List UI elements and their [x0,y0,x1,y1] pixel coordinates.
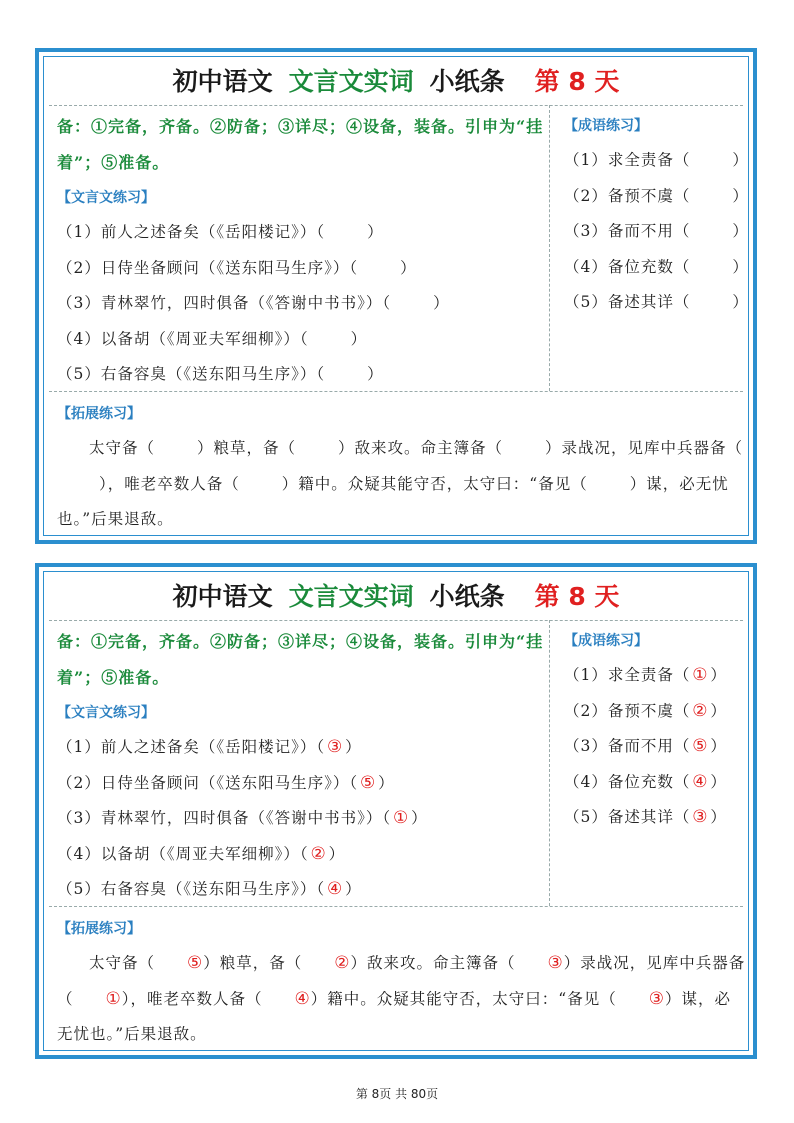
left-column [57,624,549,908]
answer: ① [692,665,709,685]
section-heading-chengyu: 【成语练习】 [564,118,648,134]
wenyan-item: （4）以备胡（《周亚夫军细柳》）（ ② ） [57,837,549,873]
section-heading-chengyu: 【成语练习】 [564,633,648,649]
answer: ⑤ [187,953,204,973]
card-title: 初中语文 文言文实词 小纸条 第 8 天 [172,67,620,96]
answer: ⑤ [360,772,377,793]
answer: ② [310,843,327,864]
right-column [564,624,754,836]
wenyan-item: （5）右备容臭（《送东阳马生序》）（ ④ ） [57,872,549,908]
answer: ③ [648,988,665,1009]
wenyan-item: （1）前人之述备矣（《岳阳楼记》）（ ③ ） [57,730,549,766]
divider [549,620,550,906]
answer: ④ [692,771,709,792]
wenyan-item: （3）青林翠竹，四时俱备（《答谢中书书》）（ ① ） [57,801,549,837]
chengyu-item: （3）备而不用（ ⑤ ） [564,729,754,765]
wenyan-item: （2）日侍坐备顾问（《送东阳马生序》）（ ） [57,258,417,277]
wenyan-item: （4）以备胡（《周亚夫军细柳》）（ ） [57,329,368,348]
extension-passage: 太守备（ ）粮草，备（ ）敌来攻。命主簿备（ ）录战况，见库中兵器备（），唯老卒数人备（ ）籍中。众疑其能守否，太守曰：“备见（ ）谋，必无忧也。”后果退敌。 [57,439,744,528]
extension-section [57,912,747,1053]
extension-passage: 太守备（ ⑤）粮草，备（ ②）敌来攻。命主簿备（ ③）录战况，见库中兵器备（ ①），唯老卒数人备（ ④）籍中。众疑其能守否，太守曰：“备见（ ③）谋，必无忧也。”后果退敌。 [57,946,747,1053]
card-title: 初中语文 文言文实词 小纸条 第 8 天 [172,582,620,611]
answer: ② [692,700,709,721]
wenyan-item: （3）青林翠竹，四时俱备（《答谢中书书》）（ ） [57,294,450,312]
answer: ② [334,953,351,973]
section-heading-wenyan: 【文言文练习】 [57,190,155,206]
divider [549,105,550,391]
chengyu-item: （1）求全责备（ ① ） [564,658,754,694]
page-footer: 第 8页 共 80页 [355,1087,439,1101]
wenyan-item: （2）日侍坐备顾问（《送东阳马生序》）（ ⑤ ） [57,766,549,802]
answer: ③ [692,807,709,827]
chengyu-item: （5）备述其详（ ） [564,293,749,311]
chengyu-item: （5）备述其详（ ③ ） [564,800,754,836]
extension-section [57,397,747,538]
divider [49,620,743,621]
definition: 备：①完备，齐备。②防备；③详尽；④设备，装备。引申为“挂着”；⑤准备。 [57,117,544,172]
section-heading-tuozhan: 【拓展练习】 [57,406,141,422]
answer: ① [393,808,410,828]
chengyu-item: （4）备位充数（ ④ ） [564,765,754,801]
right-column [564,109,754,321]
worksheet-card-answers [35,563,757,1059]
chengyu-item: （1）求全责备（ ） [564,151,749,169]
worksheet-card-blank [35,48,757,544]
chengyu-item: （2）备预不虞（ ② ） [564,694,754,730]
section-heading-wenyan: 【文言文练习】 [57,705,155,721]
wenyan-item: （5）右备容臭（《送东阳马生序》）（ ） [57,365,384,383]
definition: 备：①完备，齐备。②防备；③详尽；④设备，装备。引申为“挂着”；⑤准备。 [57,632,544,687]
answer: ⑤ [692,736,709,756]
answer: ④ [294,988,311,1009]
chengyu-item: （2）备预不虞（ ） [564,186,749,205]
answer: ① [105,988,122,1009]
section-heading-tuozhan: 【拓展练习】 [57,921,141,937]
answer: ③ [327,737,344,757]
left-column [57,109,549,393]
chengyu-item: （4）备位充数（ ） [564,257,749,276]
answer: ④ [327,879,344,899]
answer: ③ [547,953,564,973]
wenyan-item: （1）前人之述备矣（《岳阳楼记》）（ ） [57,223,384,241]
divider [49,105,743,106]
chengyu-item: （3）备而不用（ ） [564,222,749,240]
